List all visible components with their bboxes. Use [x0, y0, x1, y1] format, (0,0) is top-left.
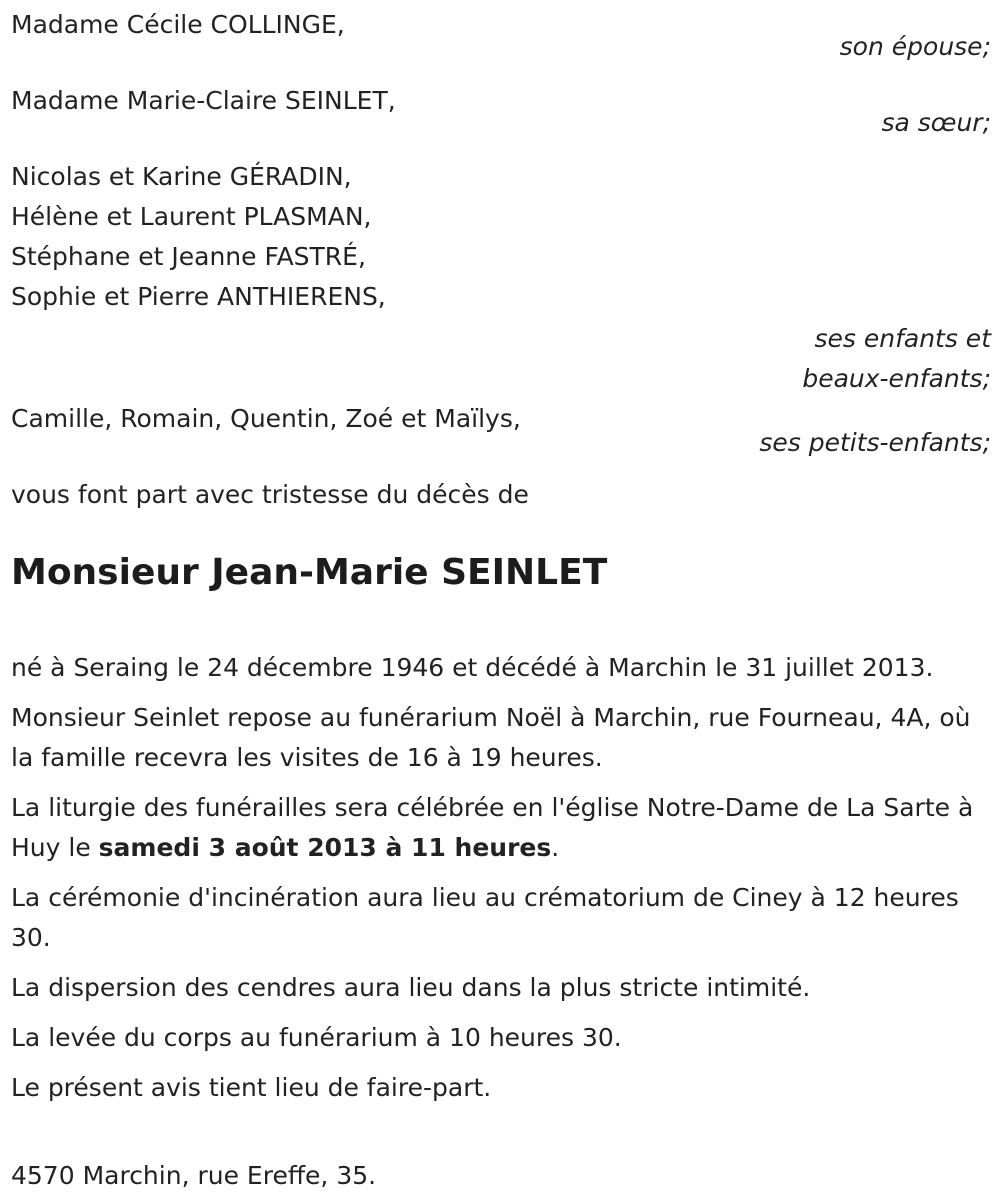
levee-text: La levée du corps au funérarium à 10 heures 30. [11, 1023, 622, 1052]
liturgy-date: samedi 3 août 2013 à 11 heures [98, 833, 552, 862]
birth-death-text: né à Seraing le 24 décembre 1946 et décédé à Marchin le 31 juillet 2013. [11, 653, 934, 682]
incineration-text: La cérémonie d'incinération aura lieu au crématorium de Ciney à 12 heures 30. [11, 883, 959, 952]
family-name-line: Camille, Romain, Quentin, Zoé et Maïlys, [11, 404, 521, 433]
family-role: sa sœur; [881, 108, 991, 137]
family-name-line: Stéphane et Jeanne FASTRÉ, [11, 242, 366, 271]
liturgy-text-before: La liturgie des funérailles sera célébrée en l'église Notre-Dame de La Sarte à Huy le [11, 793, 974, 862]
family-role: beaux-enfants; [802, 364, 991, 393]
dispersion-text: La dispersion des cendres aura lieu dans la plus stricte intimité. [11, 973, 811, 1002]
notice-text: Le présent avis tient lieu de faire-part. [11, 1073, 492, 1102]
family-name-line: Madame Marie-Claire SEINLET, [11, 86, 396, 115]
family-role: son épouse; [839, 32, 991, 61]
address-text: 4570 Marchin, rue Ereffe, 35. [11, 1161, 377, 1190]
family-role: ses enfants et [814, 324, 991, 353]
family-group-children [11, 157, 991, 317]
family-name-line: Nicolas et Karine GÉRADIN, [11, 162, 352, 191]
repose-text: Monsieur Seinlet repose au funérarium Noël à Marchin, rue Fourneau, 4A, où la famille recevra les visites de 16 à 19 heures. [11, 703, 971, 772]
family-role: ses petits-enfants; [759, 428, 991, 457]
liturgy-text [11, 788, 991, 868]
liturgy-text-after: . [551, 833, 560, 862]
intro-text: vous font part avec tristesse du décès de [11, 480, 529, 509]
obituary-notice [11, 5, 991, 1196]
family-name-line: Hélène et Laurent PLASMAN, [11, 202, 372, 231]
family-name-line: Madame Cécile COLLINGE, [11, 10, 345, 39]
family-name-line: Sophie et Pierre ANTHIERENS, [11, 282, 386, 311]
deceased-name: Monsieur Jean-Marie SEINLET [11, 552, 608, 593]
